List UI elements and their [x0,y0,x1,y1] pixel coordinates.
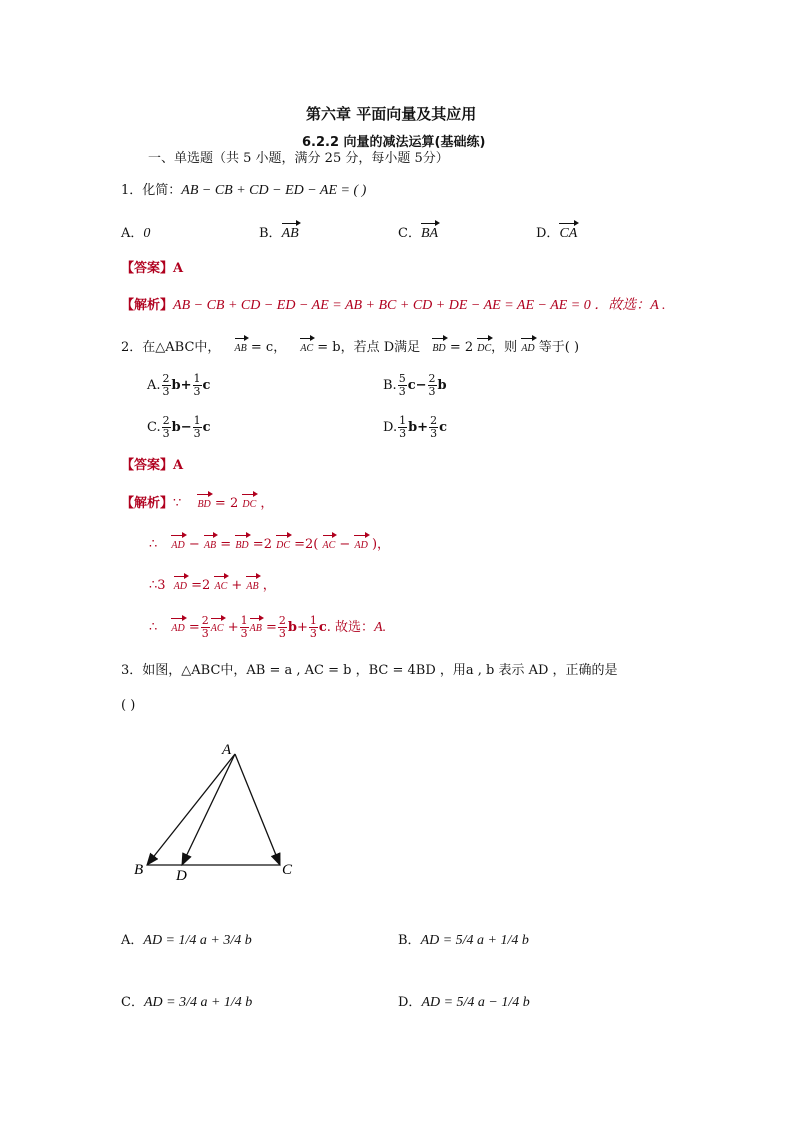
part-heading: 一、单选题（共 5 小题，满分 25 分，每小题 5分） [148,151,449,166]
q2-analysis-line2: ∴ AD − AB = BD =2 DC =2( AC − AD )， [149,537,391,552]
label-d: D [176,868,187,883]
chapter-title: 第六章 平面向量及其应用 [306,105,477,123]
q2-option-c[interactable]: C. $\frac{2}{3}$ b− $\frac{1}{3}$ c [147,414,211,440]
q1-stem-label: 1．化简： [121,183,182,198]
q3-option-d[interactable]: D．AD = 5/4 a − 1/4 b [398,995,530,1010]
q2-option-b[interactable]: B. $\frac{5}{3}$ c− $\frac{2}{3}$ b [383,372,447,398]
triangle-figure [130,738,300,883]
q2-option-d[interactable]: D. $\frac{1}{3}$ b+ $\frac{2}{3}$ c [383,414,447,440]
q3-option-b[interactable]: B．AD = 5/4 a + 1/4 b [398,933,529,948]
q1-stem [121,183,366,199]
q2-stem: 2．在△ABC中， AB = c， AC = b，若点 D满足 BD = 2 DC，则 AD 等于( ) [121,340,580,355]
q1-option-c[interactable]: C．BA [398,226,439,241]
q3-stem: 3．如图，△ABC中，AB = a , AC = b ，BC = 4BD ，用a , b 表示 AD ，正确的是 [121,663,618,678]
vector-ac [235,754,280,865]
vec-ab: AB [235,341,247,357]
label-a: A [222,742,232,758]
q1-option-a[interactable]: A．0 [121,226,151,241]
q2-analysis-line1: 【解析】∵ BD = 2 DC ， [121,496,274,511]
q2-answer: 【答案】A [121,458,184,473]
q3-option-a[interactable]: A．AD = 1/4 a + 3/4 b [121,933,252,948]
vector-ab [147,754,235,865]
label-b: B [134,862,144,878]
q1-answer: 【答案】A [121,261,184,276]
q3-option-c[interactable]: C．AD = 3/4 a + 1/4 b [121,995,253,1010]
q3-paren: ( ) [121,698,136,713]
q1-option-b[interactable]: B．AB [259,226,299,241]
q2-option-a[interactable]: A. $\frac{2}{3}$ b+ $\frac{1}{3}$ c [147,372,211,398]
q2-analysis-line4: ∴ AD = $\frac{2}{3}$ AC + $\frac{1}{3}$ AB = $\frac{2}{3}$ b+ $\frac{1}{3}$ c. 故选：A. [149,614,387,640]
q1-expression: AB − CB + CD − ED − AE = ( ) [181,183,367,198]
vec-ad: AD [521,341,534,357]
label-c: C [282,862,293,878]
vec-bd: BD [432,341,445,357]
vec-dc: DC [477,341,491,357]
vec-ac: AC [300,341,313,357]
q2-analysis-line3: ∴3 AD =2 AC + AB ， [149,578,276,593]
section-title: 6.2.2 向量的减法运算(基础练) [302,135,486,150]
vector-ad [182,754,235,865]
q1-analysis: 【解析】AB − CB + CD − ED − AE = AB + BC + CD + DE − AE = AE − AE = 0 ．故选：A . [121,298,666,313]
q1-option-d[interactable]: D．CA [536,226,578,241]
